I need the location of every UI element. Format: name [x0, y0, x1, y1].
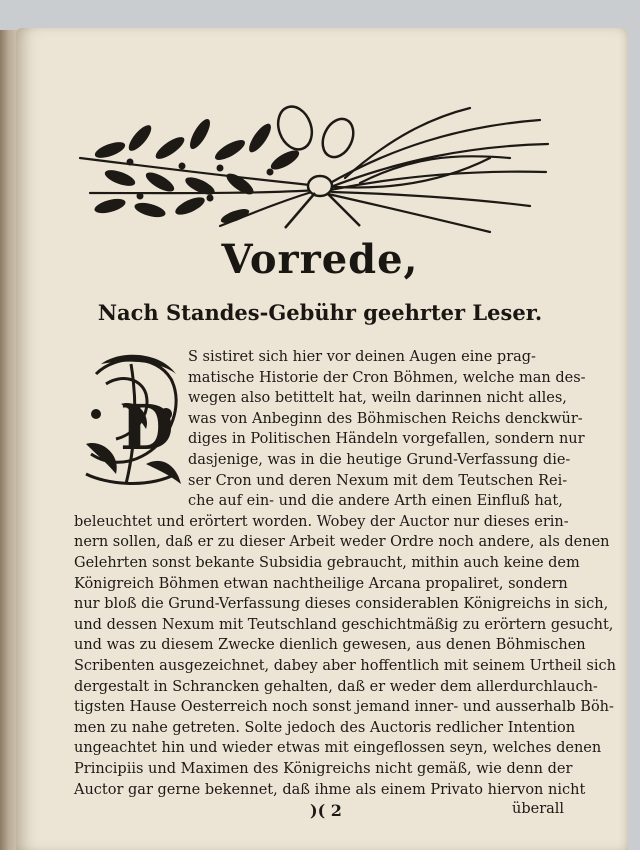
text-line: ser Cron und deren Nexum mit dem Teutschen Rei- [188, 472, 568, 489]
text-line: dergestalt in Schrancken gehalten, daß er weder dem allerdurchlauch- [74, 678, 598, 695]
text-line: wegen also betittelt hat, weiln darinnen nicht alles, [188, 390, 567, 407]
text-line: men zu nahe getreten. Solte jedoch des Auctoris redlicher Intention [74, 719, 576, 736]
text-line: Königreich Böhmen etwan nachtheilige Arcana propaliret, sondern [74, 575, 568, 592]
page-title: Vorrede, [221, 236, 419, 283]
text-line: S sistiret sich hier vor deinen Augen eine prag- [188, 349, 536, 365]
text-line: und dessen Nexum mit Teutschland geschichtmäßig zu erörtern gesucht, [74, 616, 614, 633]
initial-letter-text: D [120, 391, 174, 464]
text-line: Gelehrten sonst bekante Subsidia gebraucht, mithin auch keine dem [74, 555, 580, 571]
text-line: Principiis und Maximen des Königreichs nicht gemäß, wie denn der [74, 761, 573, 777]
catchword: überall [512, 801, 565, 818]
text-line: nur bloß die Grund-Verfassung dieses considerablen Königreichs in sich, [74, 596, 609, 613]
page-subtitle: Nach Standes-Gebühr geehrter Leser. [97, 300, 543, 325]
text-line: dasjenige, was in die heutige Grund-Verfassung die- [188, 452, 571, 468]
text-line: tigsten Hause Oesterreich noch sonst jemand inner- und ausserhalb Böh- [74, 699, 614, 716]
text-line: matische Historie der Cron Böhmen, welche man des- [188, 369, 586, 386]
text-line: Scribenten ausgezeichnet, dabey aber hoffentlich mit seinem Urtheil sich [74, 658, 616, 674]
text-line: diges in Politischen Händeln vorgefallen, sondern nur [188, 431, 585, 448]
text-line: nern sollen, daß er zu dieser Arbeit weder Ordre noch andere, als denen [74, 534, 610, 551]
text-line: Auctor gar gerne bekennet, daß ihme als einem Privato hiervon nicht [74, 781, 586, 798]
text-line: ungeachtet hin und wieder etwas mit eingeflossen seyn, welches denen [74, 740, 602, 757]
decorated-initial [76, 344, 188, 494]
laurel-branch-ornament [70, 98, 560, 236]
text-line: che auf ein- und die andere Arth einen Einfluß hat, [188, 493, 563, 510]
text-line: was von Anbeginn des Böhmischen Reichs denckwür- [188, 410, 583, 427]
text-line: und was zu diesem Zwecke dienlich gewesen, aus denen Böhmischen [74, 637, 586, 654]
text-line: beleuchtet und erörtert worden. Wobey der Auctor nur dieses erin- [74, 513, 569, 530]
signature-mark: )( 2 [310, 801, 342, 821]
